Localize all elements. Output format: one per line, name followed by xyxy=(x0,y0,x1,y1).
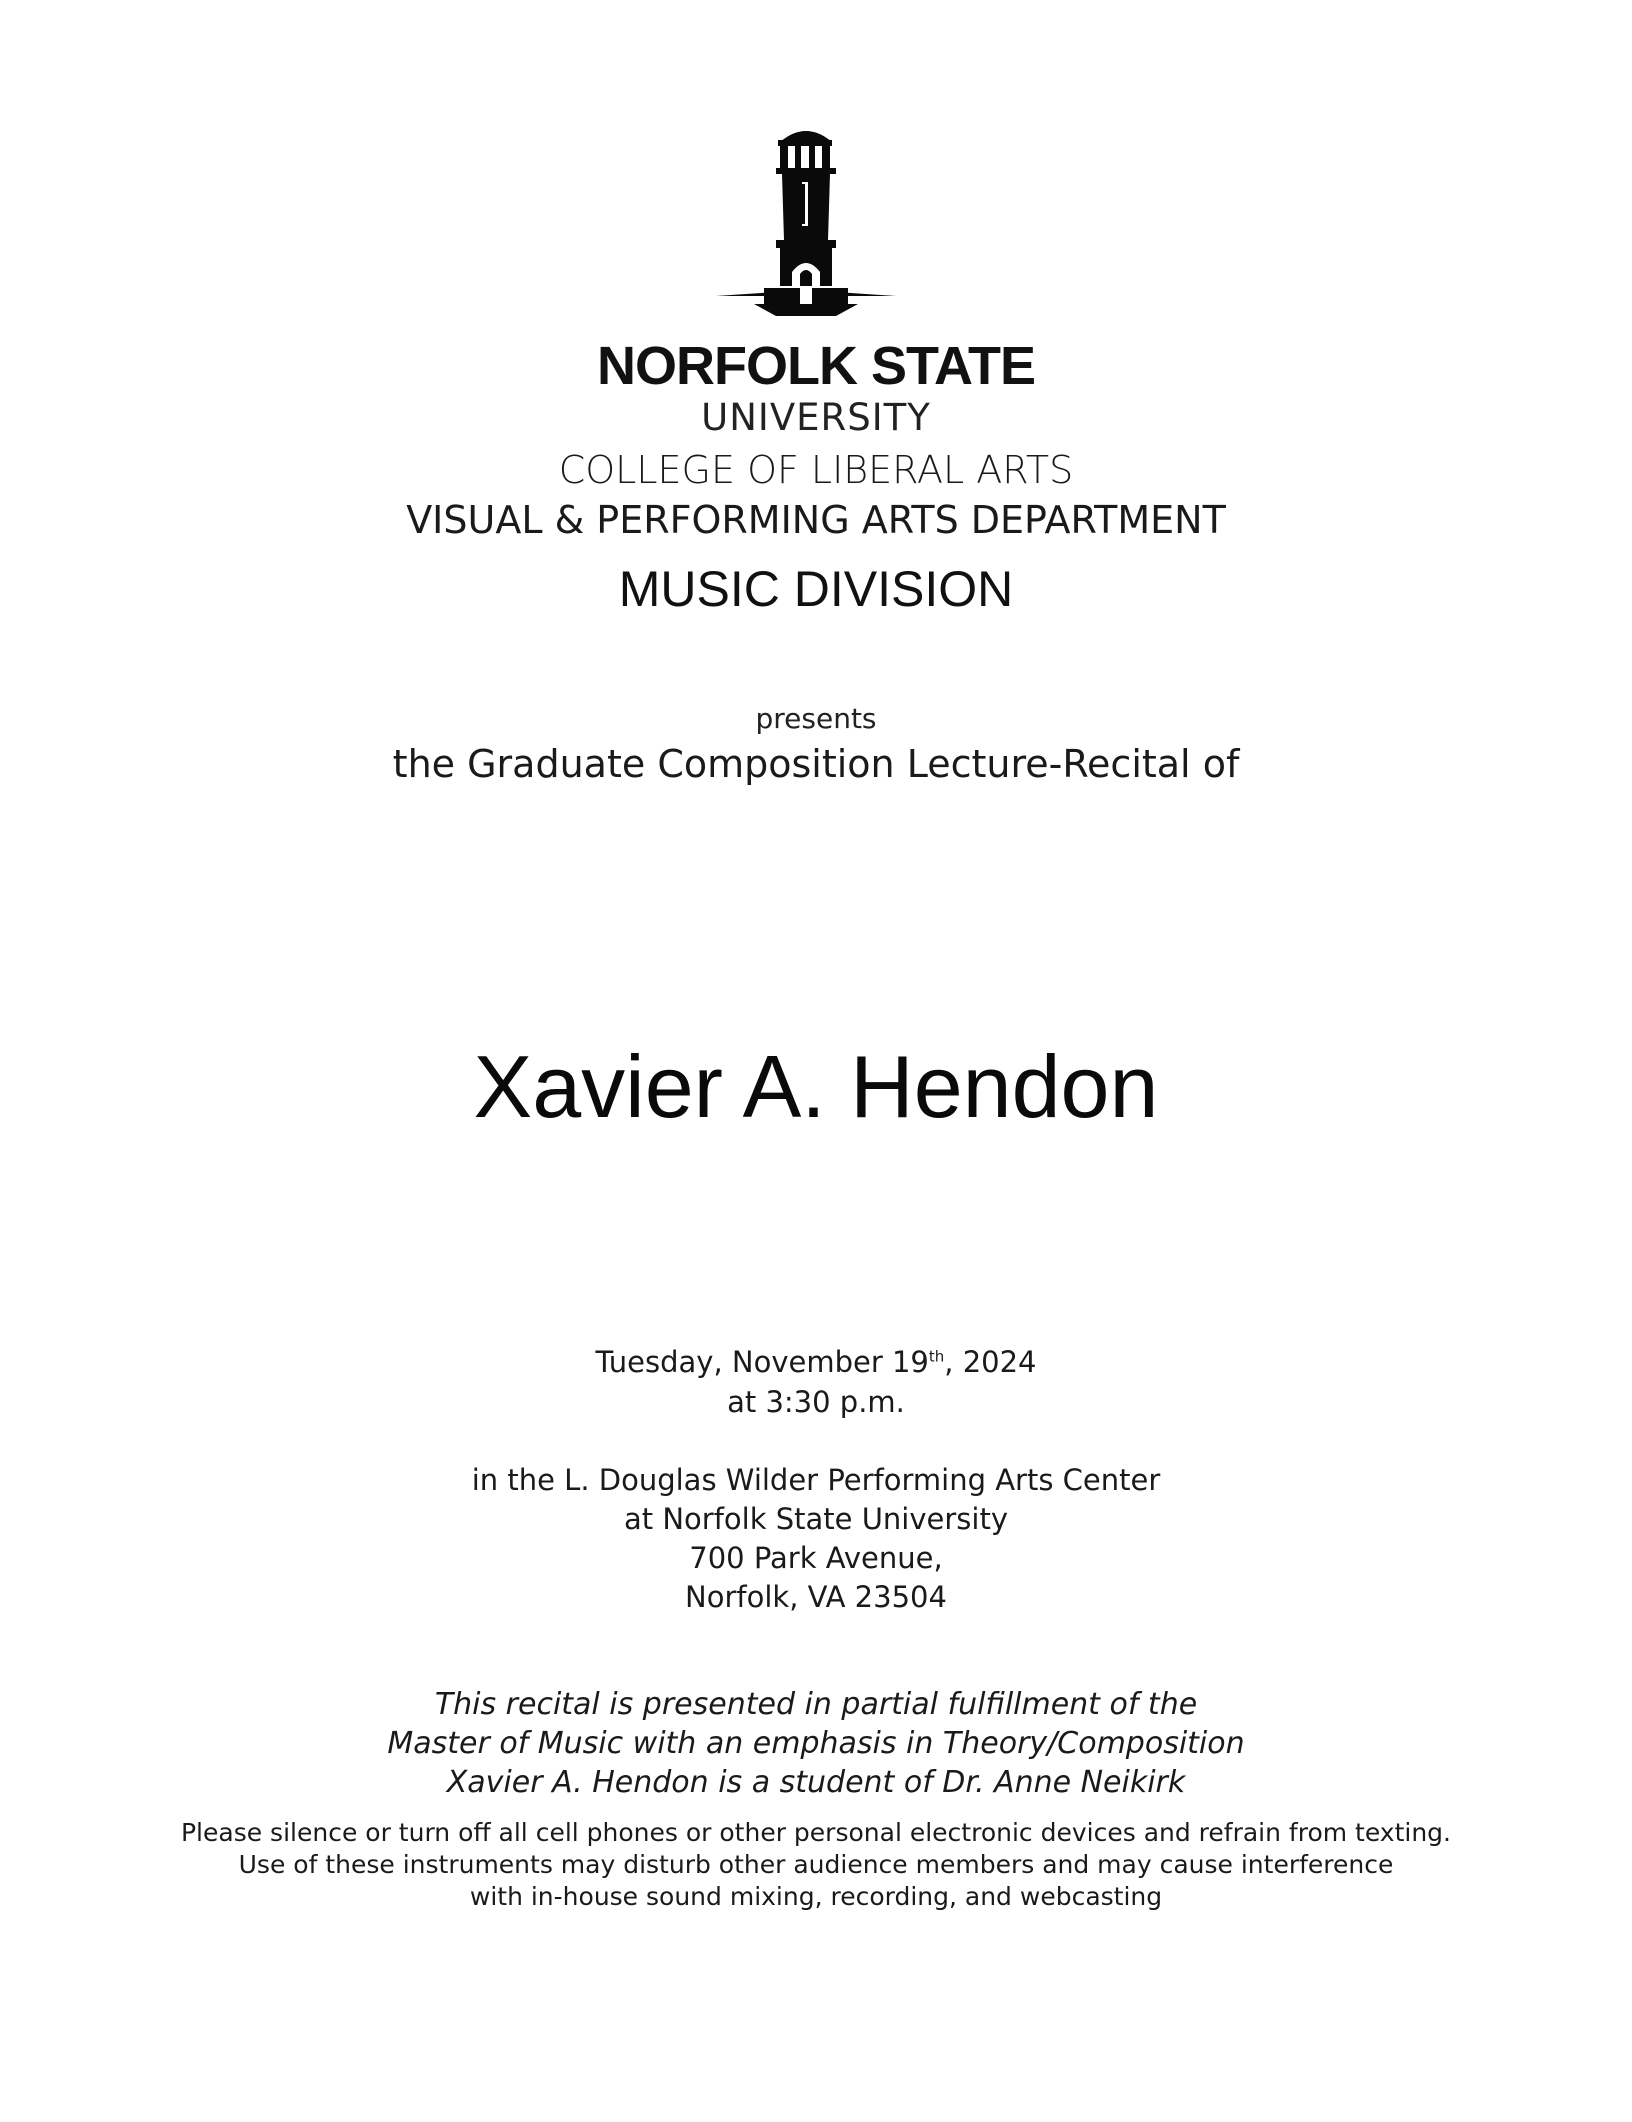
recital-note-2: Master of Music with an emphasis in Theory/Composition xyxy=(387,1726,1245,1761)
address-line-2: Norfolk, VA 23504 xyxy=(685,1580,947,1614)
etiquette-line-1: Please silence or turn off all cell phones or other personal electronic devices and refrain from texting. xyxy=(180,1818,1451,1847)
address-line-1: 700 Park Avenue, xyxy=(689,1541,943,1575)
college-title: COLLEGE OF LIBERAL ARTS xyxy=(558,448,1074,492)
event-university: at Norfolk State University xyxy=(623,1502,1008,1536)
bell-tower-icon xyxy=(716,124,896,328)
event-date xyxy=(0,1345,1632,1379)
presents-text: presents xyxy=(755,702,877,735)
recital-note-3: Xavier A. Hendon is a student of Dr. Anne Neikirk xyxy=(446,1765,1186,1800)
performer-name: Xavier A. Hendon xyxy=(473,1037,1159,1136)
university-wordmark: NORFOLK STATE xyxy=(597,336,1035,396)
event-time: at 3:30 p.m. xyxy=(727,1385,905,1419)
event-date-ordinal: th xyxy=(928,1347,945,1366)
event-date-prefix: Tuesday, November 19 xyxy=(595,1345,929,1379)
event-date-year: , 2024 xyxy=(944,1345,1037,1379)
etiquette-line-2: Use of these instruments may disturb other audience members and may cause interference xyxy=(238,1850,1394,1879)
etiquette-line-3: with in-house sound mixing, recording, and webcasting xyxy=(469,1882,1163,1911)
department-title: VISUAL & PERFORMING ARTS DEPARTMENT xyxy=(406,498,1226,542)
recital-note-1: This recital is presented in partial fulfillment of the xyxy=(434,1687,1198,1722)
event-type: the Graduate Composition Lecture-Recital of xyxy=(392,742,1240,786)
division-title: MUSIC DIVISION xyxy=(618,561,1014,617)
event-venue: in the L. Douglas Wilder Performing Arts Center xyxy=(471,1463,1161,1497)
university-wordmark-sub: UNIVERSITY xyxy=(701,396,931,439)
